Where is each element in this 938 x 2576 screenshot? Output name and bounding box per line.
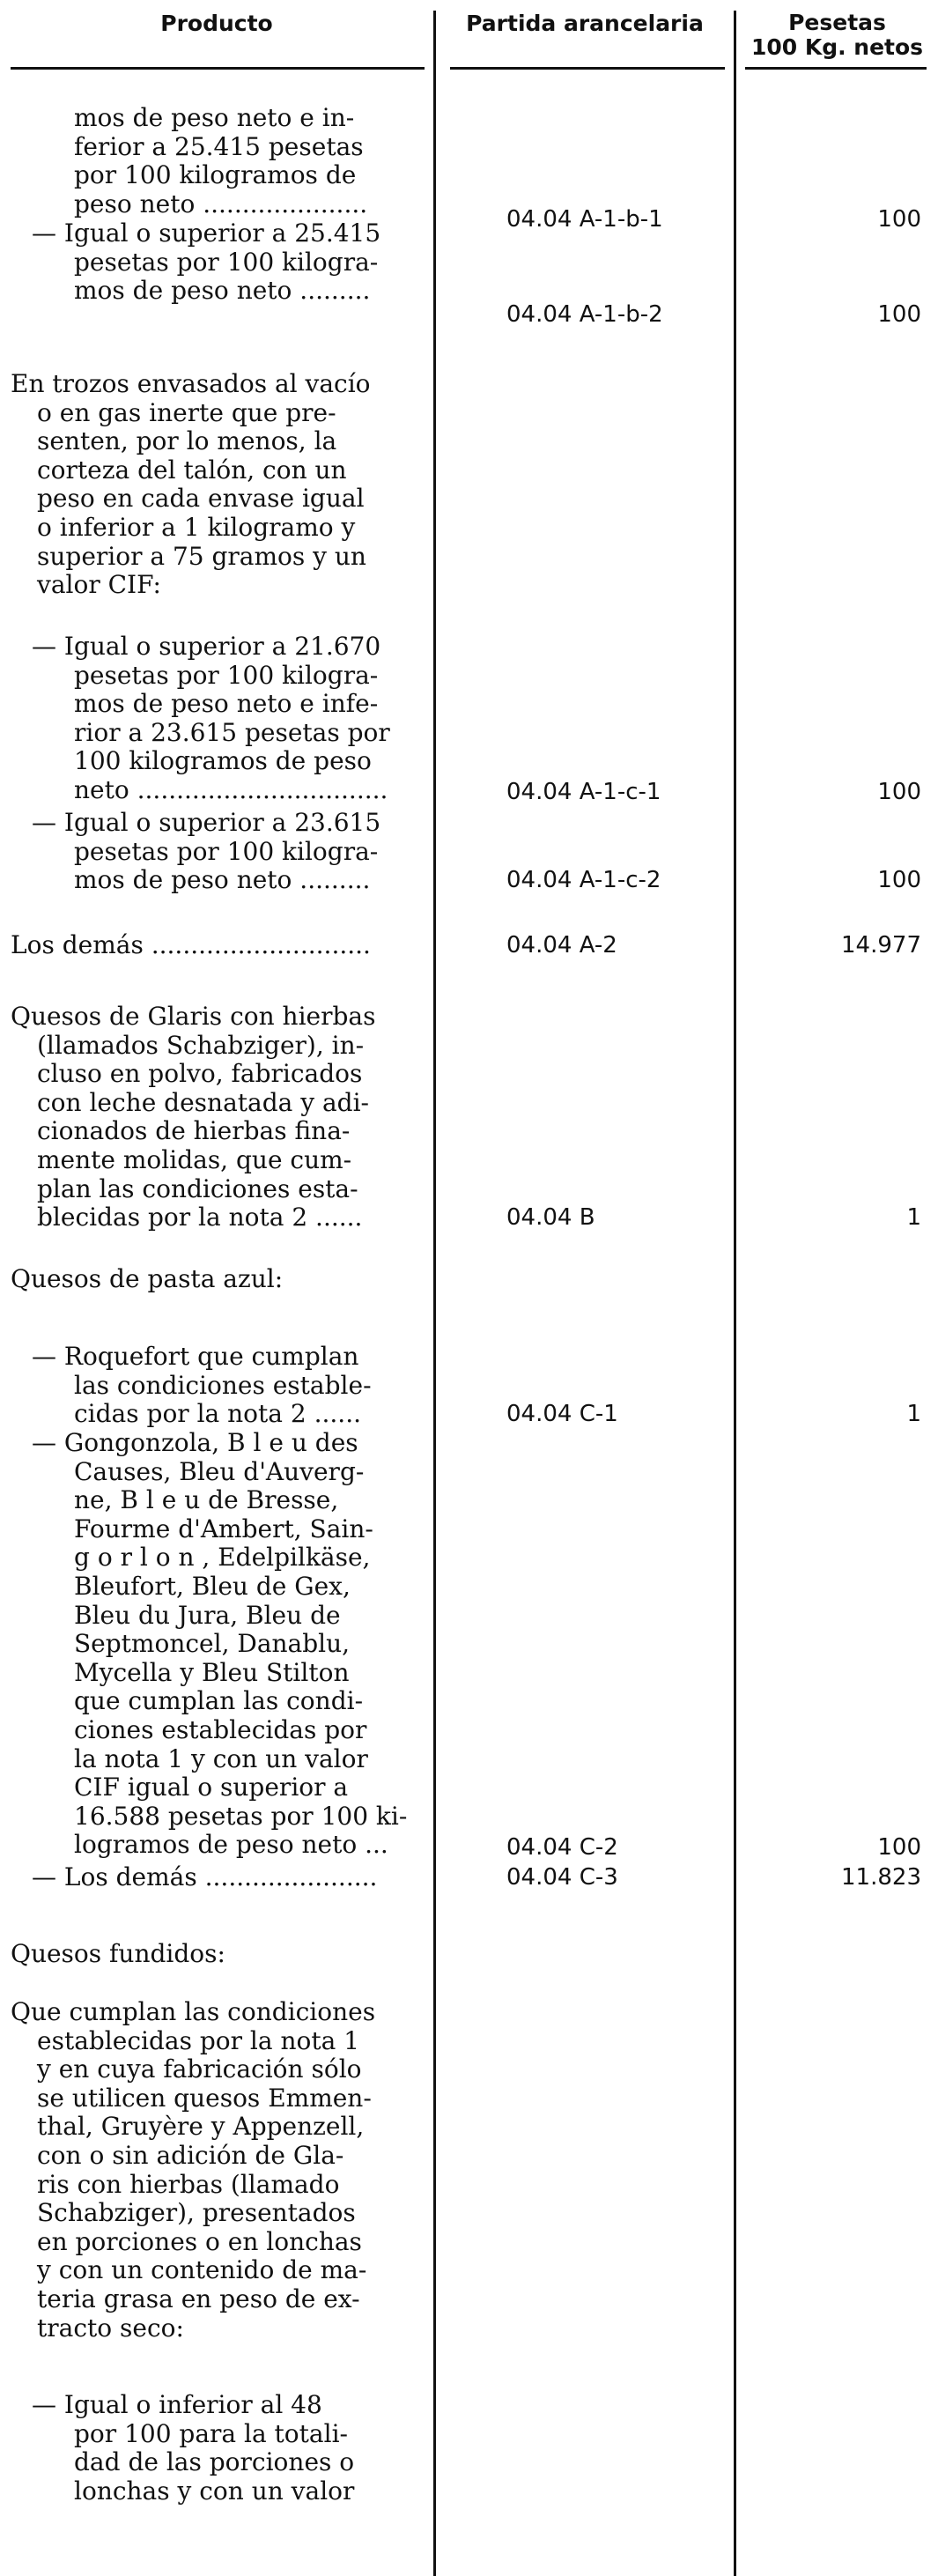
description-line: cluso en polvo, fabricados: [37, 1060, 363, 1089]
description-line: 16.588 pesetas por 100 ki-: [74, 1802, 408, 1831]
product-description: [32, 104, 425, 218]
description-line: pesetas por 100 kilogra-: [74, 248, 379, 277]
description-line: Quesos de pasta azul:: [11, 1265, 284, 1293]
description-line: ciones establecidas por: [74, 1715, 367, 1744]
column-header-pesetas: [736, 11, 938, 60]
tariff-code: 04.04 C-3: [506, 1864, 618, 1891]
description-line: blecidas por la nota 2 ......: [37, 1203, 363, 1232]
description-line: mente molidas, que cum-: [37, 1145, 352, 1174]
description-line: por 100 kilogramos de: [74, 161, 357, 190]
description-line: Schabziger), presentados: [37, 2199, 356, 2228]
description-line: por 100 para la totali-: [74, 2419, 348, 2448]
product-description: [11, 931, 425, 960]
description-line: Bleufort, Bleu de Gex,: [74, 1572, 351, 1601]
product-description: [32, 1863, 425, 1892]
product-description: [32, 1343, 425, 1429]
description-line: las condiciones estable-: [74, 1371, 372, 1400]
column-divider-1: [433, 11, 436, 2576]
description-line: pesetas por 100 kilogra-: [74, 661, 379, 690]
description-line: tracto seco:: [37, 2313, 184, 2343]
tariff-value: 1: [906, 1401, 921, 1427]
description-line: Bleu du Jura, Bleu de: [74, 1601, 341, 1630]
description-line: la nota 1 y con un valor: [74, 1744, 368, 1773]
description-line: — Roquefort que cumplan: [32, 1343, 359, 1371]
product-description: [11, 370, 425, 600]
description-line: Causes, Bleu d'Auverg-: [74, 1457, 365, 1486]
product-description: [32, 2391, 425, 2506]
tariff-value: 100: [877, 301, 921, 328]
description-line: mos de peso neto .........: [74, 866, 371, 895]
column-header-partida: Partida arancelaria: [466, 11, 704, 36]
description-line: Septmoncel, Danablu,: [74, 1630, 351, 1659]
description-line: o inferior a 1 kilogramo y: [37, 513, 356, 542]
description-line: Fourme d'Ambert, Sain-: [74, 1514, 373, 1543]
tariff-code: 04.04 C-1: [506, 1401, 618, 1427]
tariff-code: 04.04 C-2: [506, 1834, 618, 1861]
product-description: [11, 1265, 425, 1294]
description-line: 100 kilogramos de peso: [74, 747, 372, 776]
description-line: teria grasa en peso de ex-: [37, 2284, 360, 2313]
description-line: y con un contenido de ma-: [37, 2256, 367, 2285]
tariff-value: 1: [906, 1204, 921, 1231]
description-line: g o r l o n , Edelpilkäse,: [74, 1543, 371, 1573]
description-line: y en cuya fabricación sólo: [37, 2055, 362, 2084]
pesetas-header-line1: Pesetas: [788, 11, 886, 35]
description-line: — Igual o inferior al 48: [32, 2391, 322, 2419]
description-line: superior a 75 gramos y un: [37, 542, 366, 571]
description-line: plan las condiciones esta-: [37, 1174, 358, 1203]
description-line: cionados de hierbas fina-: [37, 1117, 351, 1146]
tariff-value: 100: [877, 206, 921, 233]
description-line: establecidas por la nota 1: [37, 2026, 360, 2055]
product-description: [32, 1429, 425, 1860]
description-line: — Igual o superior a 23.615: [32, 809, 381, 837]
description-line: cidas por la nota 2 ......: [74, 1400, 361, 1429]
description-line: Quesos fundidos:: [11, 1940, 225, 1968]
description-line: corteza del talón, con un: [37, 455, 347, 485]
column-divider-2: [734, 11, 736, 2576]
description-line: con o sin adición de Gla-: [37, 2141, 344, 2170]
pesetas-header-line2: 100 Kg. netos: [750, 35, 924, 60]
description-line: lonchas y con un valor: [74, 2476, 355, 2506]
tariff-value: 14.977: [841, 932, 921, 959]
tariff-code: 04.04 A-1-c-1: [506, 779, 661, 805]
tariff-code: 04.04 A-1-c-2: [506, 867, 661, 893]
description-line: peso neto .....................: [74, 189, 368, 218]
description-line: ris con hierbas (llamado: [37, 2170, 340, 2199]
tariff-value: 100: [877, 1834, 921, 1861]
column-header-producto: Producto: [160, 11, 273, 36]
description-line: (llamados Schabziger), in-: [37, 1031, 365, 1060]
description-line: dad de las porciones o: [74, 2448, 355, 2477]
product-description: [32, 219, 425, 306]
description-line: rior a 23.615 pesetas por: [74, 718, 390, 747]
product-description: [11, 1940, 425, 1969]
tariff-value: 100: [877, 867, 921, 893]
description-line: Que cumplan las condiciones: [11, 1998, 376, 2026]
header-underline-partida: [450, 67, 725, 70]
description-line: neto ................................: [74, 775, 388, 804]
description-line: mos de peso neto .........: [74, 277, 371, 306]
description-line: — Los demás ......................: [32, 1863, 378, 1891]
tariff-code: 04.04 A-2: [506, 932, 617, 959]
description-line: que cumplan las condi-: [74, 1687, 364, 1716]
tariff-code: 04.04 B: [506, 1204, 595, 1231]
description-line: logramos de peso neto ...: [74, 1831, 388, 1860]
description-line: — Gongonzola, B l e u des: [32, 1429, 358, 1457]
description-line: valor CIF:: [37, 571, 161, 600]
product-description: [11, 1998, 425, 2343]
header-underline-pesetas: [745, 67, 927, 70]
description-line: o en gas inerte que pre-: [37, 398, 336, 427]
product-description: [11, 1003, 425, 1232]
description-line: se utilicen quesos Emmen-: [37, 2084, 372, 2113]
description-line: pesetas por 100 kilogra-: [74, 837, 379, 866]
description-line: CIF igual o superior a: [74, 1773, 349, 1802]
tariff-value: 100: [877, 779, 921, 805]
description-line: ne, B l e u de Bresse,: [74, 1486, 339, 1515]
description-line: Quesos de Glaris con hierbas: [11, 1003, 376, 1031]
description-line: mos de peso neto e in-: [74, 104, 355, 132]
tariff-code: 04.04 A-1-b-2: [506, 301, 663, 328]
description-line: peso en cada envase igual: [37, 485, 365, 514]
description-line: ferior a 25.415 pesetas: [74, 132, 364, 161]
description-line: mos de peso neto e infe-: [74, 690, 379, 719]
product-description: [32, 633, 425, 805]
description-line: con leche desnatada y adi-: [37, 1088, 369, 1117]
tariff-value: 11.823: [841, 1864, 921, 1891]
description-line: — Igual o superior a 21.670: [32, 633, 381, 661]
description-line: Mycella y Bleu Stilton: [74, 1658, 350, 1687]
header-underline-producto: [11, 67, 425, 70]
description-line: Los demás ............................: [11, 931, 371, 959]
description-line: thal, Gruyère y Appenzell,: [37, 2113, 365, 2142]
tariff-code: 04.04 A-1-b-1: [506, 206, 663, 233]
description-line: En trozos envasados al vacío: [11, 370, 371, 398]
description-line: senten, por lo menos, la: [37, 427, 337, 456]
description-line: — Igual o superior a 25.415: [32, 219, 381, 248]
product-description: [32, 809, 425, 895]
description-line: en porciones o en lonchas: [37, 2227, 362, 2256]
